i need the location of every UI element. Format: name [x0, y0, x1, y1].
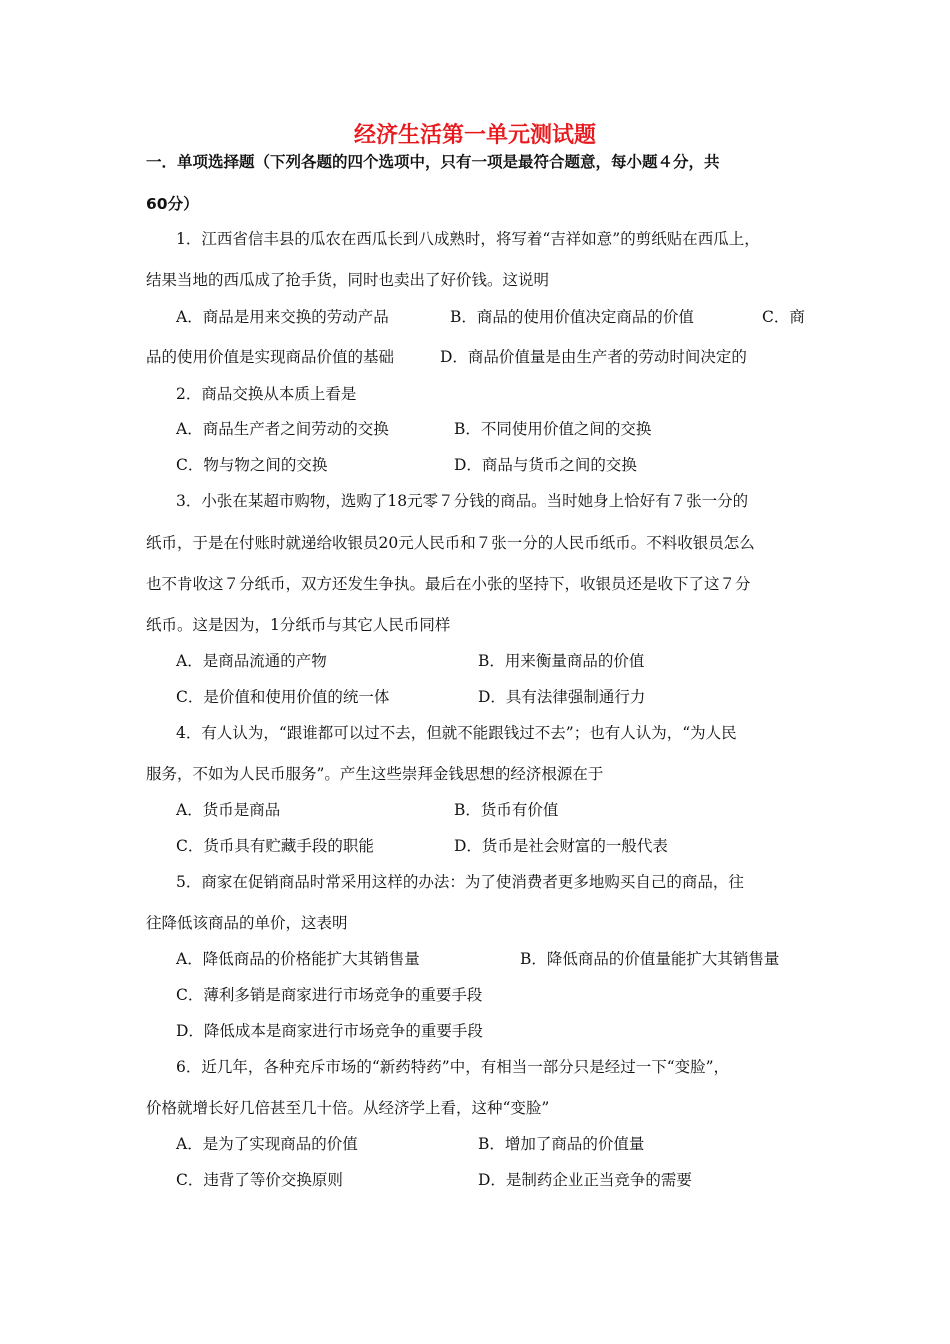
question-4-option-d: D．货币是社会财富的一般代表 — [454, 837, 668, 855]
question-2-option-a: A．商品生产者之间劳动的交换 — [176, 420, 389, 438]
question-5-option-b: B．降低商品的价值量能扩大其销售量 — [520, 950, 780, 968]
question-5-option-c: C．薄利多销是商家进行市场竞争的重要手段 — [176, 986, 483, 1004]
question-3-stem-line1: 3．小张在某超市购物，选购了18元零７分钱的商品。当时她身上恰好有７张一分的 — [176, 492, 749, 510]
page-title: 经济生活第一单元测试题 — [353, 123, 596, 148]
question-4-option-a: A．货币是商品 — [176, 801, 281, 819]
question-6-option-c: C．违背了等价交换原则 — [176, 1171, 343, 1189]
question-1-option-a: A．商品是用来交换的劳动产品 — [176, 308, 389, 326]
question-3-option-b: B．用来衡量商品的价值 — [478, 652, 645, 670]
question-2-option-b: B．不同使用价值之间的交换 — [454, 420, 652, 438]
question-1-stem-line2: 结果当地的西瓜成了抢手货，同时也卖出了好价钱。这说明 — [146, 271, 550, 289]
question-5-stem-line1: 5．商家在促销商品时常采用这样的办法：为了使消费者更多地购买自己的商品，往 — [176, 873, 744, 891]
section-heading-line2: 60分） — [146, 195, 199, 213]
question-6-stem-line2: 价格就增长好几倍甚至几十倍。从经济学上看，这种“变脸” — [146, 1099, 550, 1117]
question-6-option-b: B．增加了商品的价值量 — [478, 1135, 645, 1153]
question-3-stem-line2: 纸币，于是在付账时就递给收银员20元人民币和７张一分的人民币纸币。不料收银员怎么 — [146, 534, 755, 552]
question-2-option-c: C．物与物之间的交换 — [176, 456, 328, 474]
question-3-stem-line4: 纸币。这是因为，1分纸币与其它人民币同样 — [146, 616, 451, 634]
question-3-option-d: D．具有法律强制通行力 — [478, 688, 646, 706]
question-3-option-a: A．是商品流通的产物 — [176, 652, 327, 670]
question-5-stem-line2: 往降低该商品的单价，这表明 — [146, 914, 348, 932]
question-2-option-d: D．商品与货币之间的交换 — [454, 456, 637, 474]
question-1-option-c-continued: 品的使用价值是实现商品价值的基础 — [146, 348, 395, 366]
question-4-option-b: B．货币有价值 — [454, 801, 559, 819]
question-4-option-c: C．货币具有贮藏手段的职能 — [176, 837, 374, 855]
question-1-stem-line1: 1．江西省信丰县的瓜农在西瓜长到八成熟时，将写着“吉祥如意”的剪纸贴在西瓜上， — [176, 230, 760, 248]
question-6-option-a: A．是为了实现商品的价值 — [176, 1135, 358, 1153]
question-3-stem-line3: 也不肯收这７分纸币，双方还发生争执。最后在小张的坚持下，收银员还是收下了这７分 — [146, 575, 751, 593]
question-1-option-d: D．商品价值量是由生产者的劳动时间决定的 — [440, 348, 747, 366]
question-6-option-d: D．是制药企业正当竞争的需要 — [478, 1171, 692, 1189]
question-1-option-b: B．商品的使用价值决定商品的价值 — [450, 308, 694, 326]
question-2-stem: 2．商品交换从本质上看是 — [176, 385, 357, 403]
question-4-stem-line1: 4．有人认为，“跟谁都可以过不去，但就不能跟钱过不去”；也有人认为，“为人民 — [176, 724, 737, 742]
question-6-stem-line1: 6．近几年，各种充斥市场的“新药特药”中，有相当一部分只是经过一下“变脸”， — [176, 1058, 730, 1076]
question-1-option-c: C．商 — [762, 308, 805, 326]
section-heading-line1: 一．单项选择题（下列各题的四个选项中，只有一项是最符合题意，每小题４分，共 — [146, 153, 720, 171]
question-5-option-a: A．降低商品的价格能扩大其销售量 — [176, 950, 420, 968]
question-4-stem-line2: 服务，不如为人民币服务”。产生这些崇拜金钱思想的经济根源在于 — [146, 765, 604, 783]
question-3-option-c: C．是价值和使用价值的统一体 — [176, 688, 390, 706]
question-5-option-d: D．降低成本是商家进行市场竞争的重要手段 — [176, 1022, 483, 1040]
